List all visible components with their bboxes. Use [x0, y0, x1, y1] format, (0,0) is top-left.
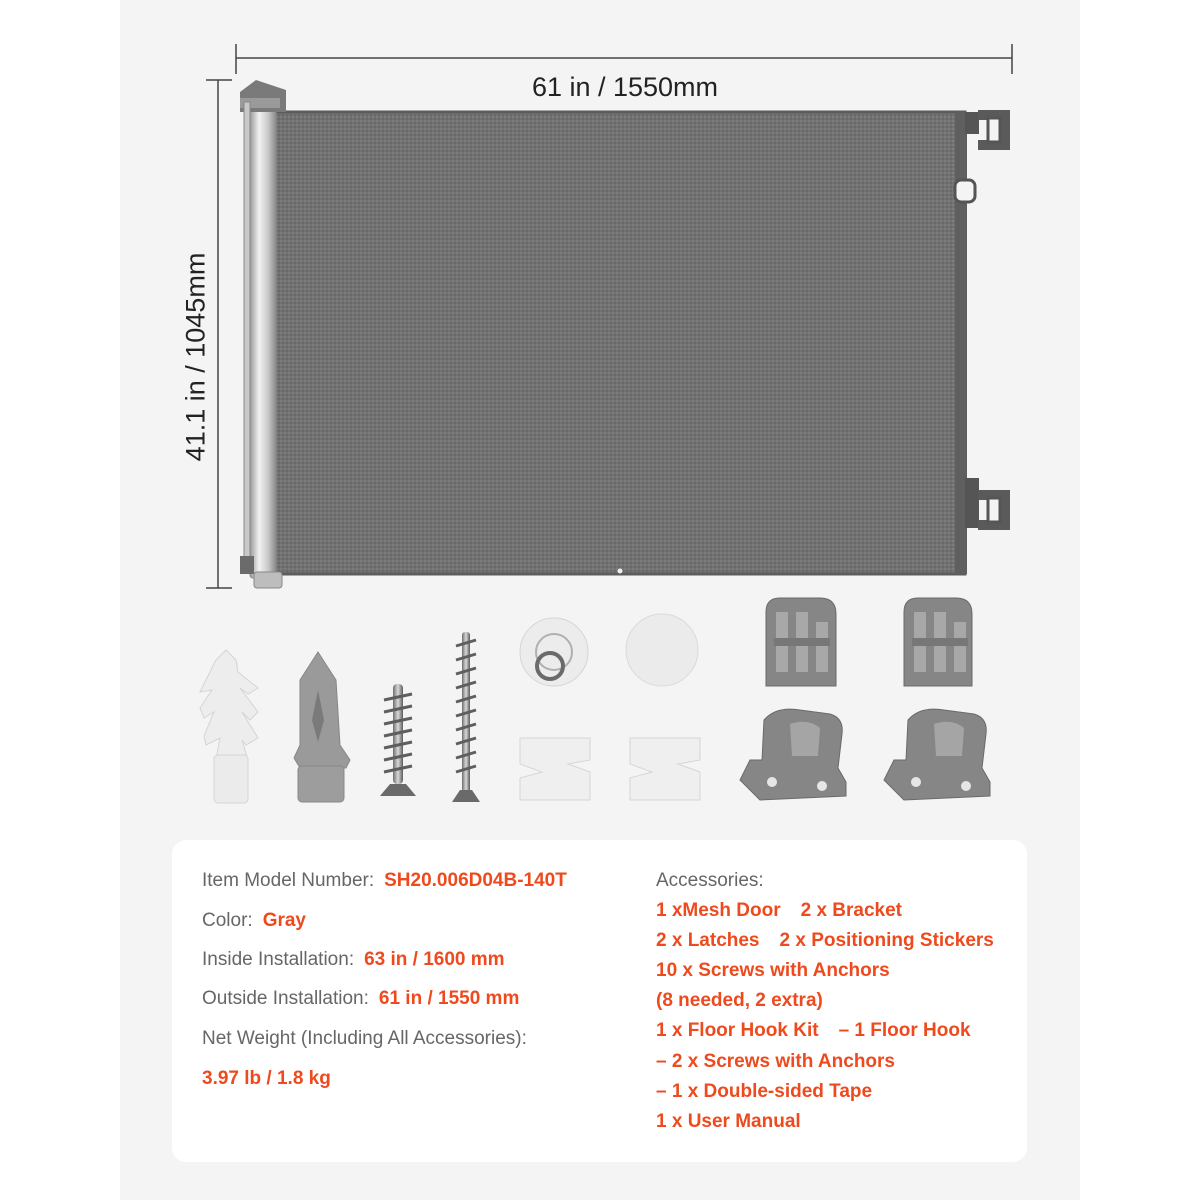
- accessory-floor-hook-kit: 1 x Floor Hook Kit: [656, 1020, 819, 1041]
- latch-icon: [740, 709, 846, 800]
- accessory-kit-tape: – 1 x Double-sided Tape: [656, 1081, 873, 1102]
- model-number-value: SH20.006D04B-140T: [384, 870, 567, 891]
- model-number-label: Item Model Number:: [202, 870, 375, 891]
- inside-installation-value: 63 in / 1600 mm: [364, 949, 505, 970]
- height-dimension-label: 41.1 in / 1045mm: [180, 252, 211, 462]
- product-image-canvas: [120, 0, 1080, 1200]
- mesh-gate: [272, 112, 967, 574]
- width-dimension-label: 61 in / 1550mm: [531, 72, 719, 102]
- accessory-bracket: 2 x Bracket: [800, 900, 902, 921]
- outside-installation-row: [202, 988, 519, 1010]
- net-weight-value: 3.97 lb / 1.8 kg: [202, 1068, 331, 1089]
- accessory-kit-screws: – 2 x Screws with Anchors: [656, 1051, 895, 1072]
- white-wall-anchor-icon: [200, 650, 258, 803]
- outside-installation-label: Outside Installation:: [202, 988, 369, 1009]
- accessory-screws-note: (8 needed, 2 extra): [656, 990, 823, 1011]
- net-weight-row: [202, 1068, 331, 1090]
- inside-installation-row: [202, 949, 505, 971]
- double-sided-tape-icon-2: [630, 738, 700, 800]
- latch-icon-2: [884, 709, 990, 800]
- accessory-stickers: 2 x Positioning Stickers: [779, 930, 994, 951]
- net-weight-label: Net Weight (Including All Accessories):: [202, 1028, 527, 1049]
- model-number-row: [202, 870, 567, 892]
- bracket-icon: [766, 598, 836, 686]
- accessory-mesh-door: 1 xMesh Door: [656, 900, 781, 921]
- short-screw-icon: [380, 684, 416, 796]
- long-screw-icon: [452, 632, 480, 802]
- accessory-line-2: [656, 930, 994, 952]
- width-dimension-line: [236, 44, 1012, 74]
- accessory-latches: 2 x Latches: [656, 930, 760, 951]
- accessory-user-manual: 1 x User Manual: [656, 1111, 801, 1132]
- inside-installation-label: Inside Installation:: [202, 949, 355, 970]
- outside-installation-value: 61 in / 1550 mm: [378, 988, 520, 1009]
- double-sided-tape-icon: [520, 738, 590, 800]
- accessory-screws: 10 x Screws with Anchors: [656, 960, 890, 981]
- spec-card: [172, 840, 1027, 1162]
- accessories-title: Accessories:: [656, 870, 764, 891]
- accessory-floor-hook: – 1 Floor Hook: [838, 1020, 971, 1041]
- product-illustration: [120, 0, 1080, 830]
- bracket-icon-2: [904, 598, 972, 686]
- gray-wall-anchor-icon: [294, 652, 350, 802]
- bottom-wall-bracket: [965, 478, 1010, 530]
- accessory-line-5: [656, 1020, 971, 1042]
- color-value: Gray: [262, 910, 306, 931]
- accessory-line-1: [656, 900, 902, 922]
- floor-hook-icon: [520, 618, 588, 686]
- color-row: [202, 910, 306, 932]
- round-sticker-icon: [626, 614, 698, 686]
- color-label: Color:: [202, 910, 253, 931]
